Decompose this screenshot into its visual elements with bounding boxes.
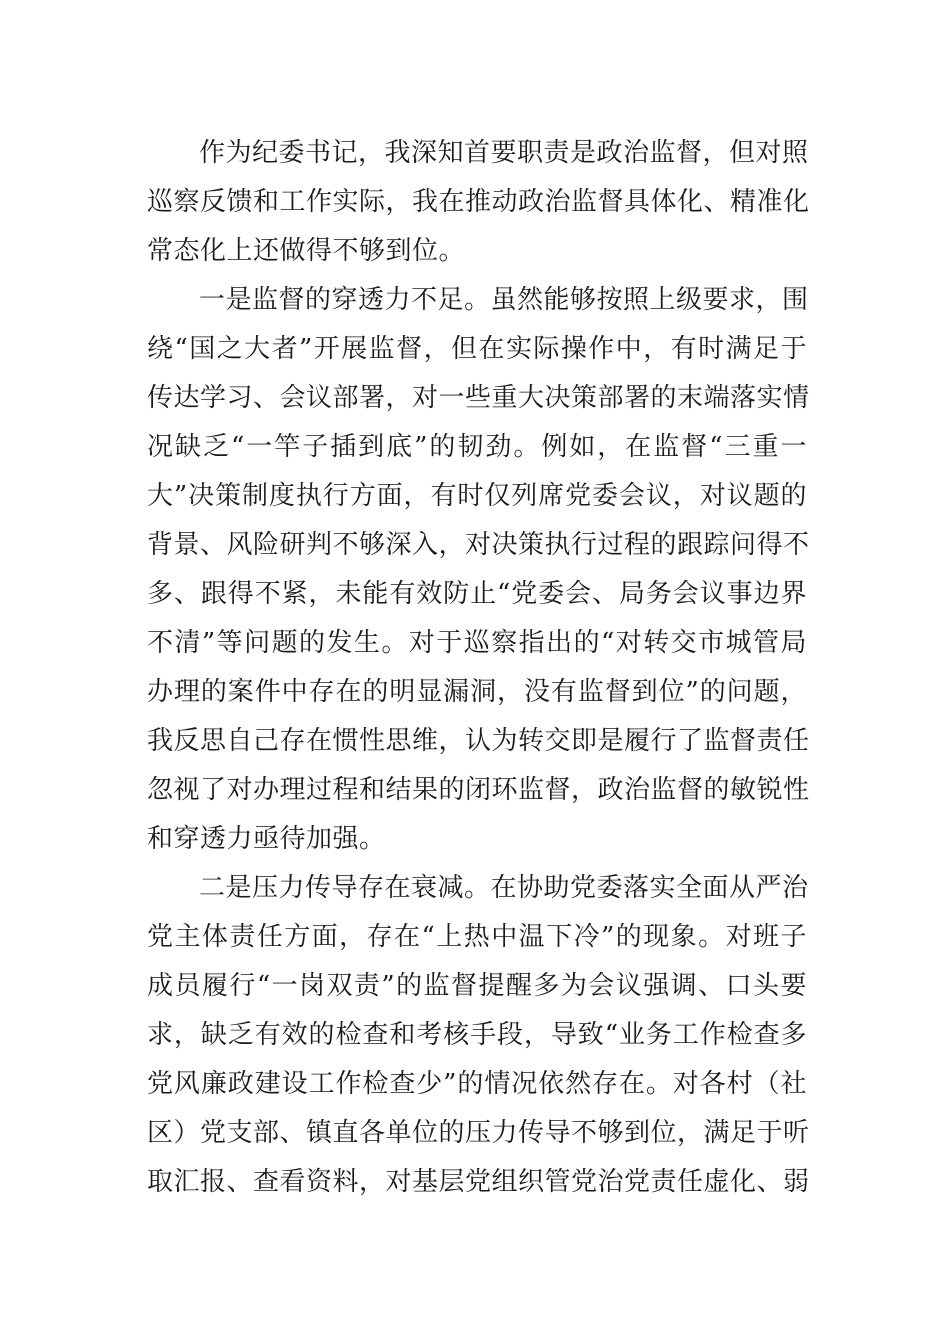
paragraph-3 bbox=[147, 864, 810, 1207]
paragraph-line: 区）党支部、镇直各单位的压力传导不够到位，满足于听 bbox=[147, 1118, 810, 1148]
paragraph-line: 况缺乏“一竿子插到底”的韧劲。例如，在监督“三重一 bbox=[147, 432, 807, 462]
paragraph-line: 常态化上还做得不够到位。 bbox=[147, 236, 466, 266]
paragraph-line: 巡察反馈和工作实际，我在推动政治监督具体化、精准化 bbox=[147, 187, 810, 217]
paragraph-line: 一是监督的穿透力不足。虽然能够按照上级要求，围 bbox=[199, 285, 809, 315]
paragraph-line: 作为纪委书记，我深知首要职责是政治监督，但对照 bbox=[199, 138, 809, 168]
paragraph-line: 求，缺乏有效的检查和考核手段，导致“业务工作检查多 bbox=[147, 1020, 807, 1050]
paragraph-line: 背景、风险研判不够深入，对决策执行过程的跟踪问得不 bbox=[147, 530, 810, 560]
paragraph-line: 不清”等问题的发生。对于巡察指出的“对转交市城管局 bbox=[147, 628, 807, 658]
paragraph-2 bbox=[147, 276, 810, 864]
paragraph-line: 二是压力传导存在衰减。在协助党委落实全面从严治 bbox=[199, 873, 809, 903]
paragraph-line: 忽视了对办理过程和结果的闭环监督，政治监督的敏锐性 bbox=[147, 775, 810, 805]
paragraph-line: 党风廉政建设工作检查少”的情况依然存在。对各村（社 bbox=[147, 1069, 807, 1099]
paragraph-line: 取汇报、查看资料，对基层党组织管党治党责任虚化、弱 bbox=[147, 1167, 810, 1197]
document-body bbox=[147, 129, 810, 1207]
paragraph-line: 和穿透力亟待加强。 bbox=[147, 824, 386, 854]
paragraph-line: 绕“国之大者”开展监督，但在实际操作中，有时满足于 bbox=[147, 334, 807, 364]
paragraph-line: 多、跟得不紧，未能有效防止“党委会、局务会议事边界 bbox=[147, 579, 807, 609]
paragraph-line: 我反思自己存在惯性思维，认为转交即是履行了监督责任 bbox=[147, 726, 810, 756]
paragraph-line: 成员履行“一岗双责”的监督提醒多为会议强调、口头要 bbox=[147, 971, 807, 1001]
paragraph-line: 党主体责任方面，存在“上热中温下冷”的现象。对班子 bbox=[147, 922, 807, 952]
paragraph-1 bbox=[147, 129, 810, 276]
paragraph-line: 办理的案件中存在的明显漏洞，没有监督到位”的问题， bbox=[147, 677, 807, 707]
paragraph-line: 传达学习、会议部署，对一些重大决策部署的末端落实情 bbox=[147, 383, 810, 413]
paragraph-line: 大”决策制度执行方面，有时仅列席党委会议，对议题的 bbox=[147, 481, 807, 511]
